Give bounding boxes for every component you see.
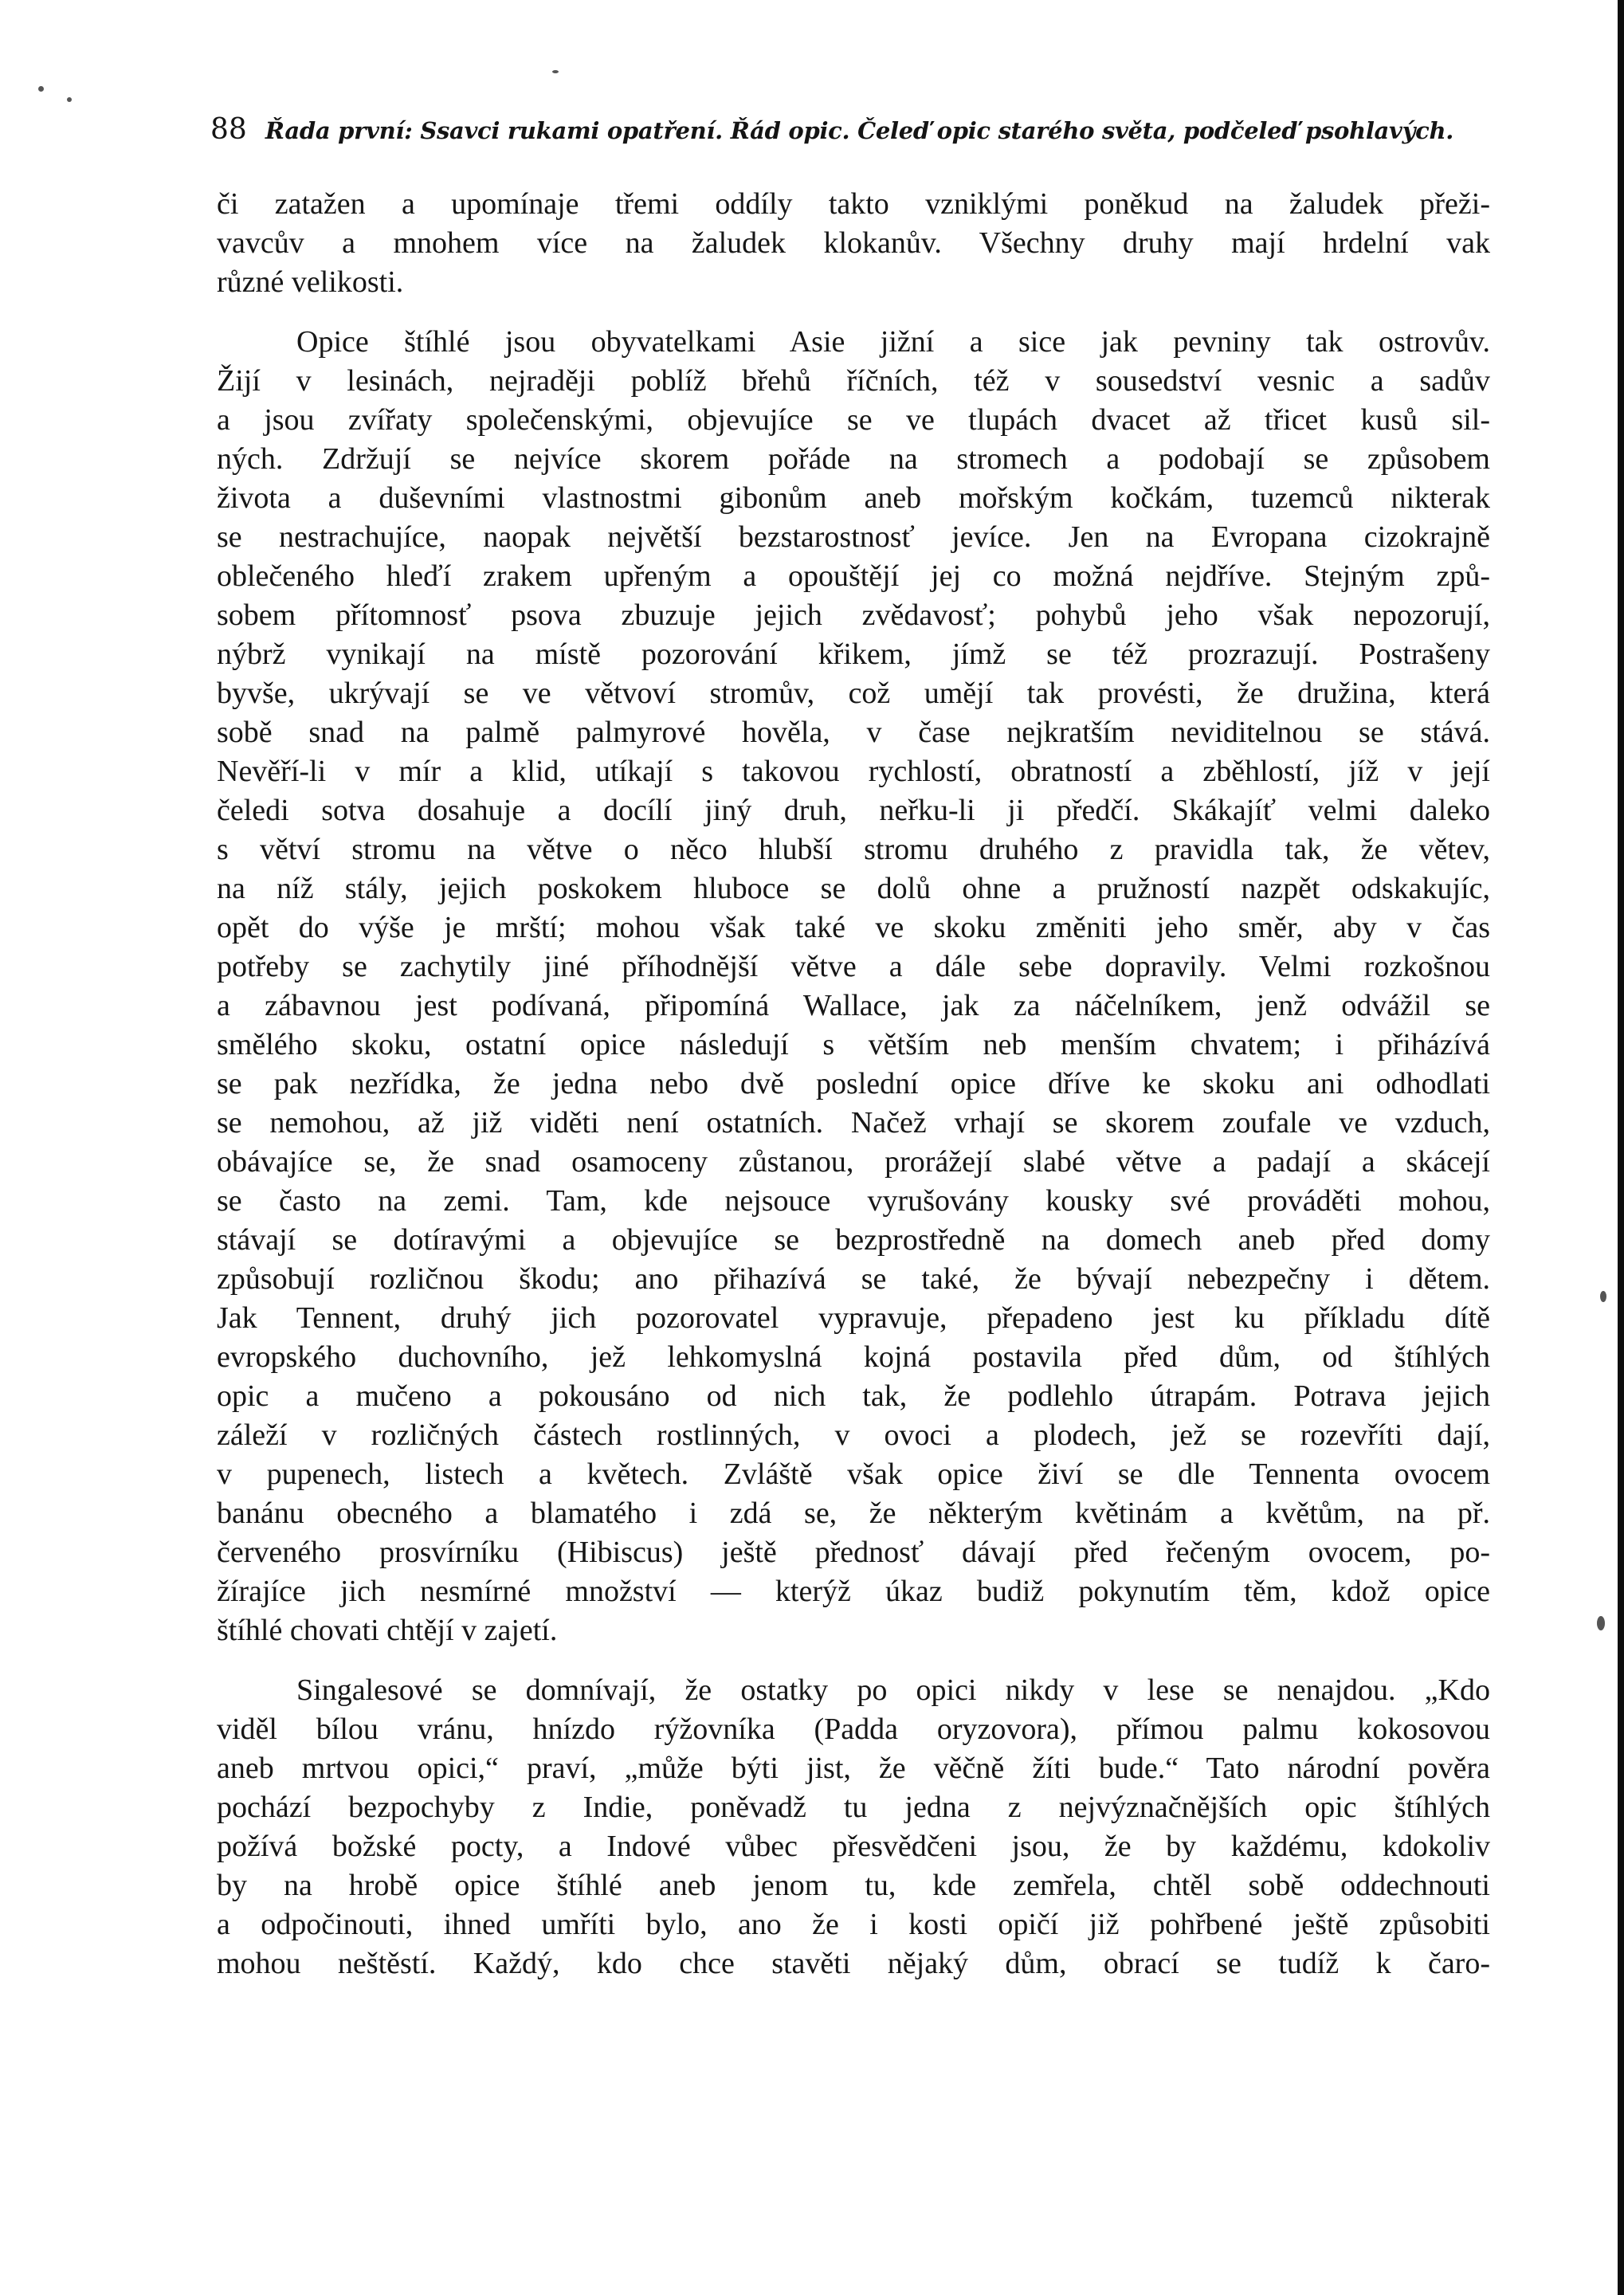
text-line: s větví stromu na větve o něco hlubší stromu druhého z pravidla tak, že větev, (217, 833, 1490, 866)
text-line: mohou neštěstí. Každý, kdo chce stavěti nějaký dům, obrací se tudíž k čaro- (217, 1947, 1490, 1980)
text-line: potřeby se zachytily jiné příhodnější větve a dále sebe dopravily. Velmi rozkošnou (217, 950, 1490, 983)
text-line: Jak Tennent, druhý jich pozorovatel vypravuje, přepadeno jest ku příkladu dítě (217, 1301, 1490, 1335)
text-line: banánu obecného a blamatého i zdá se, že některým květinám a květům, na př. (217, 1497, 1490, 1530)
paragraph-1 (217, 185, 1490, 302)
page-number: 88 (210, 113, 247, 146)
text-line: Žijí v lesinách, nejraději poblíž břehů říčních, též v sousedství vesnic a sadův (217, 364, 1490, 398)
text-line: červeného prosvírníku (Hibiscus) ještě přednosť dávají před řečeným ovocem, po- (217, 1536, 1490, 1569)
text-line: obávajíce se, že snad osamoceny zůstanou, prorážejí slabé větve a padají a skácejí (217, 1145, 1490, 1179)
text-line: se nemohou, až již viděti není ostatních. Načež vrhají se skorem zoufale ve vzduch, (217, 1106, 1490, 1140)
paragraph-3 (217, 1671, 1490, 1983)
text-line: nýbrž vynikají na místě pozorování křikem, jímž se též prozrazují. Postrašeny (217, 638, 1490, 671)
text-line: způsobují rozličnou škodu; ano přihazívá se také, že bývají nebezpečny i dětem. (217, 1262, 1490, 1296)
text-line: a zábavnou jest podívaná, připomíná Wallace, jak za náčelníkem, jenž odvážil se (217, 989, 1490, 1022)
text-line: ných. Zdržují se nejvíce skorem pořáde na stromech a podobají se způsobem (217, 442, 1490, 476)
text-line: oblečeného hleďí zrakem upřeným a opouštějí jej co možná nejdříve. Stejným způ- (217, 559, 1490, 593)
text-line: života a duševními vlastnostmi gibonům aneb mořským kočkám, tuzemců nikterak (217, 481, 1490, 515)
text-line: se nestrachujíce, naopak největší bezstarostnosť jevíce. Jen na Evropana cizokrajně (217, 520, 1490, 554)
text-line: se často na zemi. Tam, kde nejsouce vyrušovány kousky své prováděti mohou, (217, 1184, 1490, 1218)
text-line: či zatažen a upomínaje třemi oddíly takto vzniklými poněkud na žaludek přeži- (217, 187, 1490, 221)
text-line: se pak nezřídka, že jedna nebo dvě poslední opice dříve ke skoku ani odhodlati (217, 1067, 1490, 1100)
text-line: požívá božské pocty, a Indové vůbec přesvědčeni jsou, že by každému, kdokoliv (217, 1830, 1490, 1863)
text-line: v pupenech, listech a květech. Zvláště však opice živí se dle Tennenta ovocem (217, 1457, 1490, 1491)
text-line: záleží v rozličných částech rostlinných, v ovoci a plodech, jež se rozevříti dají, (217, 1418, 1490, 1452)
scan-speck (67, 97, 72, 102)
text-line: sobě snad na palmě palmyrové hověla, v čase nejkratším neviditelnou se stává. (217, 716, 1490, 749)
text-line: a odpočinouti, ihned umříti bylo, ano že i kosti opičí již pohřbené ještě způsobiti (217, 1908, 1490, 1941)
text-line: evropského duchovního, jež lehkomyslná kojná postavila před dům, od štíhlých (217, 1340, 1490, 1374)
text-body (217, 185, 1490, 1983)
text-line: různé velikosti. (217, 265, 404, 299)
text-line: na níž stály, jejich poskokem hluboce se dolů ohne a pružností nazpět odskakujíc, (217, 872, 1490, 905)
text-line: čeledi sotva dosahuje a docílí jiný druh, neřku-li ji předčí. Skákajíť velmi daleko (217, 794, 1490, 827)
text-line: pochází bezpochyby z Indie, poněvadž tu jedna z nejvýznačnějších opic štíhlých (217, 1791, 1490, 1824)
text-line: štíhlé chovati chtějí v zajetí. (217, 1614, 558, 1647)
text-line: byvše, ukrývají se ve větvoví stromův, což umějí tak provésti, že družina, která (217, 677, 1490, 710)
text-line: vavcův a mnohem více na žaludek klokanův. Všechny druhy mají hrdelní vak (217, 226, 1490, 260)
text-line: Singalesové se domnívají, že ostatky po opici nikdy v lese se nenajdou. „Kdo (296, 1673, 1490, 1707)
text-line: viděl bílou vránu, hnízdo rýžovníka (Padda oryzovora), přímou palmu kokosovou (217, 1712, 1490, 1746)
text-line: žírajíce jich nesmírné množství — kterýž úkaz budiž pokynutím těm, kdož opice (217, 1575, 1490, 1608)
scan-speck (1600, 1291, 1606, 1302)
text-line: Opice štíhlé jsou obyvatelkami Asie jižní a sice jak pevniny tak ostrovův. (296, 325, 1490, 359)
scan-speck (1597, 1616, 1605, 1630)
text-line: by na hrobě opice štíhlé aneb jenom tu, kde zemřela, chtěl sobě oddechnouti (217, 1869, 1490, 1902)
running-head (210, 113, 1501, 158)
scan-speck (38, 86, 44, 92)
paragraph-2 (217, 323, 1490, 1650)
text-line: smělého skoku, ostatní opice následují s větším neb menším chvatem; i přiházívá (217, 1028, 1490, 1061)
page-edge (1618, 0, 1624, 2295)
scan-speck (552, 70, 559, 73)
text-line: Nevěří-li v mír a klid, utíkají s takovou rychlostí, obratností a zběhlostí, jíž v její (217, 755, 1490, 788)
text-line: aneb mrtvou opici,“ praví, „může býti jist, že věčně žíti bude.“ Tato národní pověra (217, 1752, 1490, 1785)
text-line: stávají se dotíravými a objevujíce se bezprostředně na domech aneb před domy (217, 1223, 1490, 1257)
text-line: opic a mučeno a pokousáno od nich tak, že podlehlo útrapám. Potrava jejich (217, 1379, 1490, 1413)
text-line: a jsou zvířaty společenskými, objevujíce se ve tlupách dvacet až třicet kusů sil- (217, 403, 1490, 437)
running-head-title: Řada první: Ssavci rukami opatření. Řád opic. Čeleď opic starého světa, podčeleď psohlavých. (265, 117, 1454, 144)
text-line: sobem přítomnosť psova zbuzuje jejich zvědavosť; pohybů jeho však nepozorují, (217, 598, 1490, 632)
text-line: opět do výše je mrští; mohou však také ve skoku změniti jeho směr, aby v čas (217, 911, 1490, 944)
